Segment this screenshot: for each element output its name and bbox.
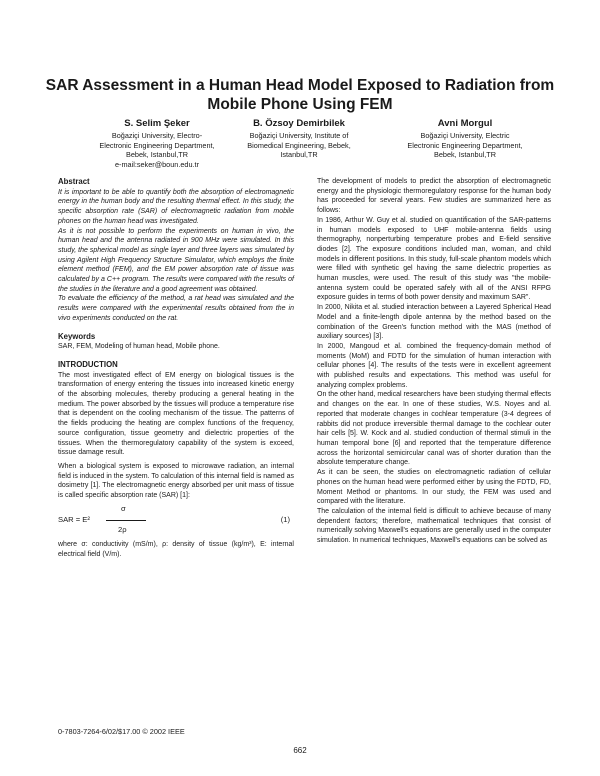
fraction-line <box>106 520 146 521</box>
equation-numerator: σ <box>121 503 126 513</box>
abstract-paragraph: To evaluate the efficiency of the method, a rat head was simulated and the results were compared with the experimental results obtained from the in vivo experiments conducted on the rat. <box>58 295 294 322</box>
abstract-paragraph: It is important to be able to quantify both the absorption of electromagnetic energy in the human body and the resulting thermal effect. In this study, the specific absorption rate (SAR) of electromagnetic radiation from mobile phones on the human head was investigated. <box>58 188 294 225</box>
author-affiliation-line: Bebek, Istanbul,TR <box>125 150 189 160</box>
author-affiliation-line: Biomedical Engineering, Bebek, <box>247 140 351 150</box>
body-paragraph: As it can be seen, the studies on electromagnetic radiation of cellular phones on the human head were performed either by using the FDTD, FD, Moment Method or phantoms. In our study, the FEM was used and compared with the literature. <box>317 469 551 506</box>
author-email: e-mail:seker@boun.edu.tr <box>114 159 200 169</box>
equation-denominator: 2ρ <box>118 524 127 534</box>
author-affiliation-line: Electronic Engineering Department, <box>407 140 523 150</box>
equation-number: (1) <box>280 514 290 524</box>
author-affiliation-line: Boğaziçi University, Electro- <box>111 131 203 140</box>
author-affiliation-line: Boğaziçi University, Electric <box>420 131 510 140</box>
author-name: S. Selim Şeker <box>124 118 190 129</box>
author-block-1 <box>82 118 232 169</box>
right-column <box>317 177 551 546</box>
body-paragraph: The calculation of the internal field is difficult to achieve because of many dependent factors; therefore, mathematical techniques that consist of numerically solving Maxwell's equations are generally used in the computer simulation. In numerical techniques, Maxwell's equations can be solved as <box>317 507 551 545</box>
introduction-paragraph: The most investigated effect of EM energy on biological tissues is the transformation of energy entering the tissues into increased kinetic energy of the absorbing molecules, thereby producing a general heating in the medium. The power absorbed by the tissues will produce a temperature rise that is dependent on the cooling mechanism of the tissue. The patterns of the fields producing the heating are complex functions of the frequency, source configuration, tissue geometry and dielectric properties of the tissues. When the thermoregulatory capability of the system is exceed, tissue damage result. <box>58 371 294 457</box>
author-affiliation-line: Electronic Engineering Department, <box>99 140 215 150</box>
abstract-heading: Abstract <box>58 177 90 186</box>
keywords-heading: Keywords <box>58 331 96 341</box>
left-column <box>58 177 294 559</box>
author-affiliation-line: Boğaziçi University, Institute of <box>249 131 349 140</box>
author-block-2 <box>224 118 374 160</box>
body-paragraph: The development of models to predict the absorption of electromagnetic energy and the physiologic thermoregulatory response for the human body has proceeded for several years. Few studies are summarized here as follows: <box>317 178 551 215</box>
paper-title: SAR Assessment in a Human Head Model Exposed to Radiation from Mobile Phone Using FEM <box>45 77 555 113</box>
author-affiliation-line: Istanbul,TR <box>280 150 318 160</box>
sar-equation <box>58 504 294 538</box>
body-paragraph: In 2000, Nikita et al. studied interaction between a Layered Spherical Head Model and a finite-length dipole antenna by the method based on the combination of the Green's function method with the MAS (method of auxiliary sources) [3]. <box>317 304 551 341</box>
copyright-footer: 0-7803-7264-6/02/$17.00 © 2002 IEEE <box>58 727 185 736</box>
introduction-paragraph: When a biological system is exposed to microwave radiation, an internal field is induced in the system. To calculation of this internal field is named as dosimetry [1]. The electromagnetic energy absorbed per unit mass of tissue is called specific absorption rate (SAR) [1]: <box>58 462 294 500</box>
body-paragraph: In 1986, Arthur W. Guy et al. studied on quantification of the SAR-patterns in human models exposed to UHF mobile-antenna fields using thermography, nonperturbing temperature probes and E-field sensitive diodes [2]. The exposure conditions included man, woman, and child models in different positions. In this study, full-scale phantom models which were filled with synthetic gel having the same dielectric properties as human muscles, were used. The result of this study was "the mobile-antenna system could be operated safely with all of the ANSI RFPG exposure guides in terms of both power density and maximum SAR". <box>317 216 551 302</box>
introduction-heading: INTRODUCTION <box>58 359 118 369</box>
page-number: 662 <box>293 746 307 755</box>
author-affiliation-line: Bebek, Istanbul,TR <box>433 150 497 160</box>
equation-definitions: where σ: conductivity (mS/m), ρ: density of tissue (kg/m³), E: internal electrical field (V/m). <box>58 540 294 558</box>
abstract-paragraph: As it is not possible to perform the experiments on human in vivo, the human head and the antenna radiated in 900 MHz were simulated. In this study, the spherical model as single layer and three layers was simulated by using Agilent High Frequency Structure Simulator, which employs the finite element method (FEM), and the EM power absorption rate of tissue was calculated by a C++ program. The results were compared with the results of the studies in the literature and a good agreement was obtained. <box>58 227 294 293</box>
author-name: Avni Morgul <box>437 118 493 129</box>
body-paragraph: In 2000, Mangoud et al. combined the frequency-domain method of moments (MoM) and FDTD for the simulation of human interaction with cellular phones [4]. The results of the tests were in excellent agreement with published results and expectations. This method was useful for analyzing complex problems. <box>317 342 551 389</box>
author-name: B. Özsoy Demirbilek <box>253 118 345 129</box>
body-paragraph: On the other hand, medical researchers have been studying thermal effects and changes on the ear. In one of these studies, W.S. Noyes and al. reported that moderate changes in cochlear temperature (3-4 degrees of rabbits did not produce irreversible thermal damage to the cochlear outer hair cells [5]. W. Kock and al. studied conduction of thermal stimuli in the human temporal bone [6] and reported that the temperature difference across the horizontal semicircular canal was of shorter duration than the absolute temperature change. <box>317 391 551 467</box>
author-block-3 <box>382 118 548 160</box>
equation-lhs: SAR = E² <box>58 514 90 524</box>
keywords-text: SAR, FEM, Modeling of human head, Mobile phone. <box>58 343 220 351</box>
